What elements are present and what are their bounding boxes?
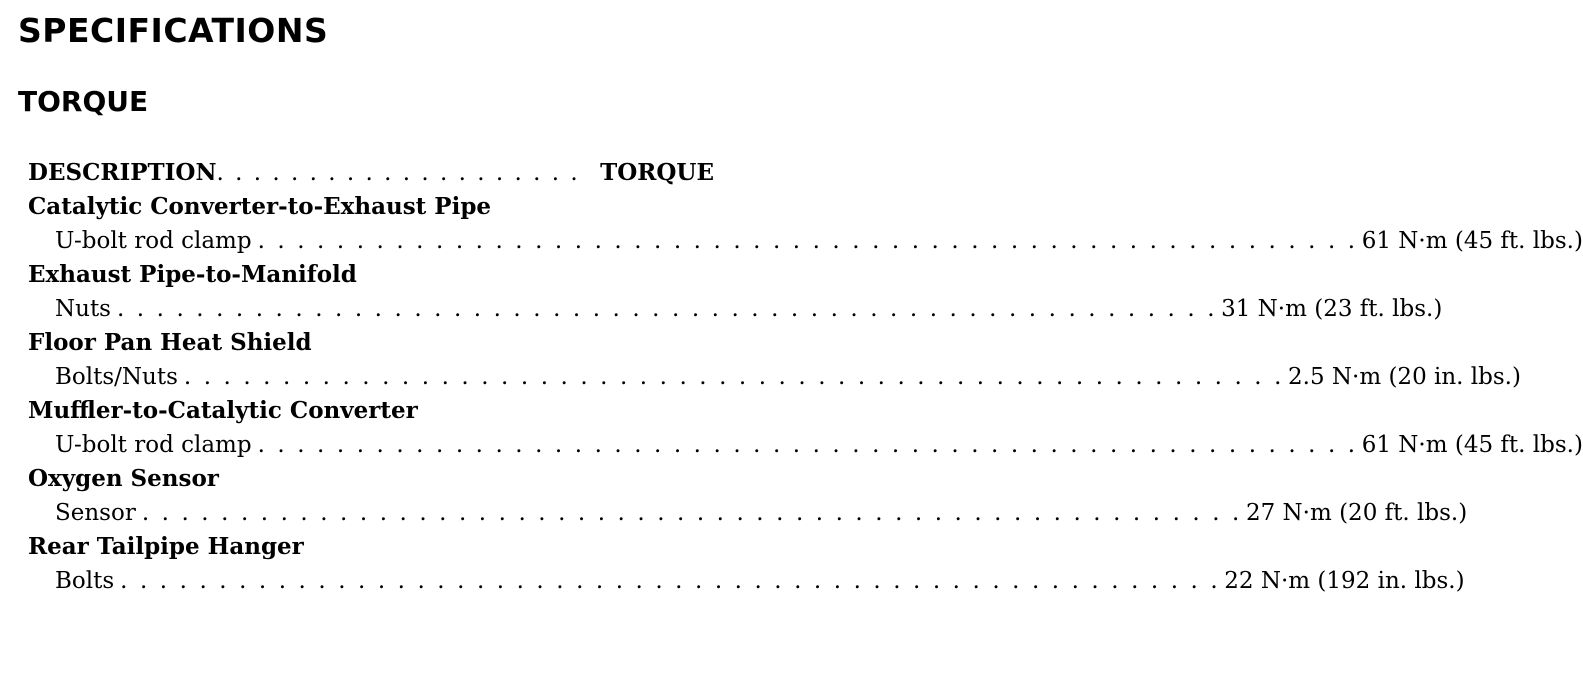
- torque-value: 27 N·m (20 ft. lbs.): [1245, 500, 1468, 526]
- torque-value: 61 N·m (45 ft. lbs.): [1361, 432, 1583, 458]
- header-description: DESCRIPTION: [28, 159, 217, 186]
- header-torque: TORQUE: [600, 159, 714, 186]
- spec-row: [28, 360, 1521, 394]
- component-title: Rear Tailpipe Hanger: [28, 533, 304, 560]
- component-title: Oxygen Sensor: [28, 465, 219, 492]
- dot-leader: . . . . . . . . . . . . . . . . . . . . . . . . . . . . . . . . . . . . . . . . . . . . . . . . . . . . . . . .: [183, 364, 1285, 390]
- spec-group: [28, 258, 1443, 326]
- fastener-label: Sensor: [55, 500, 136, 526]
- spec-row: [28, 292, 1443, 326]
- fastener-label: U-bolt rod clamp: [55, 432, 252, 458]
- torque-value: 31 N·m (23 ft. lbs.): [1221, 296, 1443, 322]
- torque-value: 61 N·m (45 ft. lbs.): [1361, 228, 1583, 254]
- component-title: Floor Pan Heat Shield: [28, 329, 312, 356]
- spec-row: [28, 224, 1583, 258]
- fastener-label: Bolts: [55, 568, 115, 594]
- table-header-row: [28, 156, 714, 190]
- component-title: Exhaust Pipe-to-Manifold: [28, 261, 357, 288]
- dot-leader: . . . . . . . . . . . . . . . . . . . . . . . . . . . . . . . . . . . . . . . . . . . . . . . . . . . . . . . .: [120, 568, 1221, 594]
- spec-group: [28, 462, 1468, 530]
- dot-leader: . . . . . . . . . . . . . . . . . . . . . . . . . . . . . . . . . . . . . . . . . . . . . . . . . . . . . . . .: [257, 432, 1358, 458]
- torque-value: 2.5 N·m (20 in. lbs.): [1288, 364, 1521, 390]
- spec-row: [28, 428, 1583, 462]
- torque-value: 22 N·m (192 in. lbs.): [1224, 568, 1465, 594]
- torque-spec-table: [28, 156, 1583, 598]
- spec-group: [28, 394, 1583, 462]
- dot-leader: . . . . . . . . . . . . . . . . . . . . . . . . . . . . . . . . . . . . . . . . . . . . . . . . . . . . . . . .: [257, 228, 1358, 254]
- spec-group: [28, 190, 1583, 258]
- dot-leader: . . . . . . . . . . . . . . . . . . . .: [216, 160, 580, 186]
- spec-group: [28, 530, 1465, 598]
- spec-row: [28, 496, 1468, 530]
- spec-group: [28, 326, 1521, 394]
- fastener-label: Bolts/Nuts: [55, 364, 178, 390]
- fastener-label: Nuts: [55, 296, 111, 322]
- component-title: Catalytic Converter-to-Exhaust Pipe: [28, 193, 492, 220]
- dot-leader: . . . . . . . . . . . . . . . . . . . . . . . . . . . . . . . . . . . . . . . . . . . . . . . . . . . . . . . .: [116, 296, 1218, 322]
- spec-row: [28, 564, 1465, 598]
- fastener-label: U-bolt rod clamp: [55, 228, 252, 254]
- page-title: SPECIFICATIONS: [18, 11, 329, 50]
- dot-leader: . . . . . . . . . . . . . . . . . . . . . . . . . . . . . . . . . . . . . . . . . . . . . . . . . . . . . . . .: [141, 500, 1242, 526]
- section-title: TORQUE: [18, 85, 149, 118]
- component-title: Muffler-to-Catalytic Converter: [28, 397, 418, 424]
